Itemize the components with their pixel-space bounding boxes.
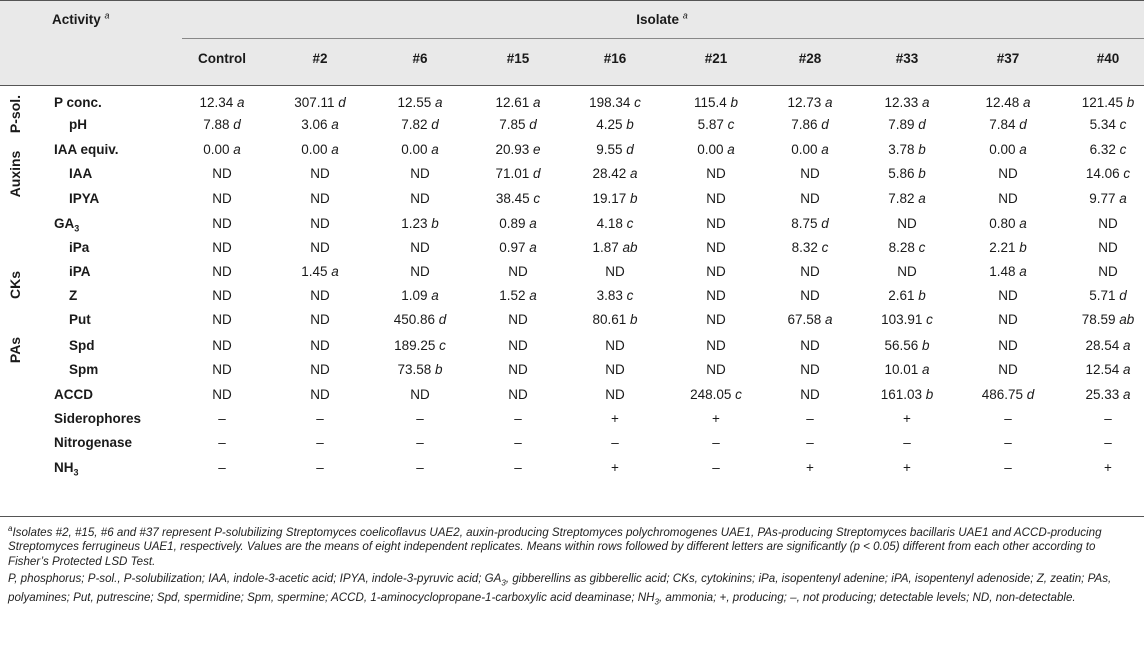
table-cell: 2.61 b xyxy=(888,288,926,303)
significance-letter: a xyxy=(1019,142,1027,157)
table-cell: 7.84 d xyxy=(989,117,1027,132)
isolate-header: Isolate $^a$ xyxy=(636,10,688,27)
row-group-label: PAs xyxy=(7,336,23,364)
table-cell: – xyxy=(416,435,424,450)
row-label: P conc. xyxy=(54,95,102,110)
significance-letter: e xyxy=(533,142,541,157)
table-cell: 3.83 c xyxy=(596,288,634,303)
table-cell: – xyxy=(416,411,424,426)
column-header: #16 xyxy=(603,51,627,66)
table-cell: – xyxy=(611,435,619,450)
table-cell: – xyxy=(218,435,226,450)
significance-letter: a xyxy=(529,288,537,303)
significance-letter: a xyxy=(1123,338,1131,353)
significance-letter: c xyxy=(1119,142,1127,157)
significance-letter: a xyxy=(630,166,638,181)
significance-letter: c xyxy=(918,240,926,255)
table-cell: 8.28 c xyxy=(888,240,926,255)
column-header: Control xyxy=(198,51,246,66)
table-cell: ND xyxy=(310,312,330,327)
significance-letter: a xyxy=(825,95,833,110)
table-cell: 8.75 d xyxy=(791,216,829,231)
table-cell: 0.89 a xyxy=(499,216,537,231)
table-cell: ND xyxy=(310,362,330,377)
table-cell: 9.55 d xyxy=(596,142,634,157)
significance-letter: ab xyxy=(1119,312,1135,327)
table-cell: 5.87 c xyxy=(697,117,735,132)
table-cell: ND xyxy=(1098,216,1118,231)
table-header-band xyxy=(0,0,1144,86)
table-cell: – xyxy=(218,411,226,426)
footnote-abbreviations: P, phosphorus; P-sol., P-solubilization; IAA, indole-3-acetic acid; IPYA, indole-3-pyruvic acid; $GA_3$, gibberellins as gibberellic acid; CKs, cytokinins; iPa, isopentenyl adenine; iPA, isopentenyl adenoside; Z, zeatin; PAs, polyamines; Put, putrescine; Spd, spermidine; Spm, spermine; ACCD, 1-aminocyclopropane-1-carboxylic acid deaminase; $NH_3$, ammonia; +, producing; –, not producing; detectable levels; ND, non-detectable. xyxy=(8,571,1112,606)
table-cell: 0.00 a xyxy=(791,142,829,157)
activity-header: Activity $^a$ xyxy=(52,10,110,27)
significance-letter: a xyxy=(825,312,833,327)
table-cell: 6.32 c xyxy=(1089,142,1127,157)
table-cell: ND xyxy=(706,191,726,206)
table-cell: 12.73 a xyxy=(787,95,833,110)
table-cell: ND xyxy=(998,362,1018,377)
table-cell: – xyxy=(316,411,324,426)
table-cell: ND xyxy=(1098,240,1118,255)
table-cell: 161.03 b xyxy=(880,387,934,402)
table-cell: – xyxy=(416,460,424,475)
significance-letter: b xyxy=(431,216,439,231)
significance-letter: a xyxy=(435,95,443,110)
table-cell: ND xyxy=(310,288,330,303)
table-cell: – xyxy=(514,435,522,450)
significance-letter: a xyxy=(529,216,537,231)
table-cell: ND xyxy=(212,240,232,255)
table-cell: ND xyxy=(410,166,430,181)
table-cell: – xyxy=(514,411,522,426)
table-cell: – xyxy=(1104,411,1112,426)
table-cell: 20.93 e xyxy=(495,142,541,157)
row-label: IPYA xyxy=(69,191,100,206)
significance-letter: c xyxy=(439,338,446,353)
significance-letter: c xyxy=(735,387,742,402)
table-cell: ND xyxy=(212,338,232,353)
significance-letter: d xyxy=(1119,288,1127,303)
table-cell: 7.82 a xyxy=(888,191,926,206)
significance-letter: a xyxy=(1023,95,1031,110)
table-cell: ND xyxy=(998,166,1018,181)
significance-letter: b xyxy=(1019,240,1027,255)
column-header: #28 xyxy=(798,51,822,66)
significance-letter: a xyxy=(821,142,829,157)
significance-letter: c xyxy=(727,117,735,132)
significance-letter: b xyxy=(626,117,634,132)
significance-letter: a xyxy=(1119,191,1127,206)
table-cell: 7.85 d xyxy=(499,117,537,132)
table-cell: ND xyxy=(310,216,330,231)
table-cell: ND xyxy=(212,362,232,377)
table-cell: + xyxy=(611,411,619,426)
significance-letter: d xyxy=(233,117,241,132)
row-label: $GA_3$ xyxy=(54,216,80,234)
table-cell: – xyxy=(806,435,814,450)
table-bottom-rule xyxy=(0,516,1144,517)
significance-letter: b xyxy=(630,191,638,206)
significance-letter: c xyxy=(1123,166,1131,181)
significance-letter: b xyxy=(918,166,926,181)
table-cell: ND xyxy=(508,312,528,327)
table-cell: ND xyxy=(310,166,330,181)
table-cell: 12.34 a xyxy=(199,95,245,110)
column-header: #37 xyxy=(996,51,1020,66)
table-cell: 0.00 a xyxy=(401,142,439,157)
table-cell: – xyxy=(903,435,911,450)
table-cell: ND xyxy=(410,191,430,206)
table-cell: 71.01 d xyxy=(495,166,541,181)
table-cell: ND xyxy=(212,288,232,303)
significance-letter: d xyxy=(533,166,541,181)
table-cell: 38.45 c xyxy=(495,191,541,206)
column-header: #15 xyxy=(506,51,530,66)
table-cell: ND xyxy=(410,264,430,279)
table-cell: + xyxy=(806,460,814,475)
significance-letter: a xyxy=(331,264,339,279)
row-label: $NH_3$ xyxy=(54,460,79,478)
significance-letter: b xyxy=(435,362,443,377)
table-cell: ND xyxy=(605,338,625,353)
significance-letter: ab xyxy=(622,240,638,255)
table-cell: 0.97 a xyxy=(499,240,537,255)
table-cell: + xyxy=(903,460,911,475)
significance-letter: d xyxy=(431,117,439,132)
table-cell: – xyxy=(806,411,814,426)
significance-letter: c xyxy=(634,95,641,110)
significance-letter: a xyxy=(727,142,735,157)
significance-letter: d xyxy=(918,117,926,132)
table-cell: ND xyxy=(212,387,232,402)
table-cell: 121.45 b xyxy=(1081,95,1135,110)
table-cell: 189.25 c xyxy=(394,338,446,353)
table-cell: 1.87 ab xyxy=(592,240,638,255)
significance-letter: a xyxy=(331,117,339,132)
significance-letter: a xyxy=(1019,216,1027,231)
table-cell: + xyxy=(712,411,720,426)
table-cell: 115.4 b xyxy=(693,95,739,110)
table-cell: ND xyxy=(508,387,528,402)
isolate-header-rule xyxy=(182,38,1144,39)
table-cell: ND xyxy=(508,338,528,353)
significance-letter: c xyxy=(821,240,829,255)
table-cell: 3.06 a xyxy=(301,117,339,132)
table-cell: 7.88 d xyxy=(203,117,241,132)
table-cell: 10.01 a xyxy=(884,362,930,377)
table-cell: 3.78 b xyxy=(888,142,926,157)
table-cell: ND xyxy=(706,216,726,231)
row-label: ACCD xyxy=(54,387,93,402)
significance-letter: d xyxy=(821,216,829,231)
table-cell: ND xyxy=(1098,264,1118,279)
significance-letter: b xyxy=(630,312,638,327)
significance-letter: a xyxy=(1019,264,1027,279)
table-cell: ND xyxy=(212,191,232,206)
table-cell: ND xyxy=(212,312,232,327)
table-cell: ND xyxy=(998,191,1018,206)
table-cell: 8.32 c xyxy=(791,240,829,255)
row-group-label: CKs xyxy=(7,270,23,300)
table-cell: 78.59 ab xyxy=(1081,312,1135,327)
significance-letter: a xyxy=(431,288,439,303)
table-cell: 12.48 a xyxy=(985,95,1031,110)
table-cell: ND xyxy=(706,264,726,279)
table-cell: 1.09 a xyxy=(401,288,439,303)
table-cell: 248.05 c xyxy=(690,387,742,402)
significance-letter: d xyxy=(1026,387,1035,402)
column-header: #33 xyxy=(895,51,919,66)
significance-letter: c xyxy=(626,216,634,231)
table-cell: ND xyxy=(508,264,528,279)
table-cell: 14.06 c xyxy=(1085,166,1131,181)
table-cell: 7.86 d xyxy=(791,117,829,132)
table-cell: 5.86 b xyxy=(888,166,926,181)
row-label: Put xyxy=(69,312,91,327)
table-cell: 19.17 b xyxy=(592,191,638,206)
table-cell: 0.80 a xyxy=(989,216,1027,231)
table-cell: ND xyxy=(212,264,232,279)
table-cell: 56.56 b xyxy=(884,338,930,353)
row-label: pH xyxy=(69,117,87,132)
table-cell: 28.42 a xyxy=(592,166,638,181)
table-cell: 67.58 a xyxy=(787,312,833,327)
significance-letter: a xyxy=(1123,362,1131,377)
table-cell: + xyxy=(903,411,911,426)
table-footnotes xyxy=(8,522,1136,611)
significance-letter: c xyxy=(1119,117,1127,132)
row-label: Siderophores xyxy=(54,411,142,426)
significance-letter: b xyxy=(918,288,926,303)
table-cell: ND xyxy=(310,240,330,255)
table-cell: ND xyxy=(800,264,820,279)
table-cell: 1.52 a xyxy=(499,288,537,303)
row-group-label: P-sol. xyxy=(7,94,23,134)
table-cell: ND xyxy=(706,240,726,255)
row-label: Spd xyxy=(69,338,95,353)
table-cell: 1.23 b xyxy=(401,216,439,231)
significance-letter: c xyxy=(926,312,933,327)
table-cell: ND xyxy=(800,288,820,303)
significance-letter: b xyxy=(730,95,739,110)
table-cell: ND xyxy=(706,288,726,303)
significance-letter: b xyxy=(918,142,926,157)
significance-letter: a xyxy=(331,142,339,157)
table-cell: 0.00 a xyxy=(301,142,339,157)
table-cell: ND xyxy=(897,264,917,279)
table-cell: – xyxy=(1104,435,1112,450)
table-cell: ND xyxy=(310,191,330,206)
row-label: Nitrogenase xyxy=(54,435,133,450)
table-cell: ND xyxy=(212,216,232,231)
table-cell: 1.45 a xyxy=(301,264,339,279)
table-cell: ND xyxy=(800,362,820,377)
row-group-label: Auxins xyxy=(7,150,23,198)
table-cell: 4.18 c xyxy=(596,216,634,231)
table-cell: – xyxy=(1004,435,1012,450)
row-label: Z xyxy=(69,288,78,303)
table-cell: 103.91 c xyxy=(881,312,933,327)
table-cell: 28.54 a xyxy=(1085,338,1131,353)
table-cell: ND xyxy=(800,387,820,402)
table-cell: ND xyxy=(605,264,625,279)
row-label: iPA xyxy=(69,264,91,279)
table-cell: 5.34 c xyxy=(1089,117,1127,132)
table-cell: ND xyxy=(800,166,820,181)
significance-letter: a xyxy=(922,95,930,110)
significance-letter: a xyxy=(533,95,541,110)
table-cell: ND xyxy=(605,387,625,402)
significance-letter: b xyxy=(1126,95,1135,110)
table-cell: ND xyxy=(998,288,1018,303)
column-header: #21 xyxy=(704,51,728,66)
table-cell: 0.00 a xyxy=(203,142,241,157)
table-cell: ND xyxy=(508,362,528,377)
table-cell: 80.61 b xyxy=(592,312,638,327)
table-cell: 307.11 d xyxy=(294,95,346,110)
table-cell: ND xyxy=(706,312,726,327)
table-cell: ND xyxy=(605,362,625,377)
significance-letter: b xyxy=(925,387,934,402)
significance-letter: d xyxy=(529,117,537,132)
table-cell: ND xyxy=(410,240,430,255)
table-cell: + xyxy=(611,460,619,475)
table-cell: ND xyxy=(706,338,726,353)
table-cell: – xyxy=(712,435,720,450)
row-label: Spm xyxy=(69,362,99,377)
table-cell: – xyxy=(514,460,522,475)
table-cell: ND xyxy=(706,166,726,181)
column-header: #40 xyxy=(1096,51,1120,66)
row-label: IAA equiv. xyxy=(54,142,119,157)
table-cell: – xyxy=(316,460,324,475)
significance-letter: d xyxy=(438,312,447,327)
significance-letter: a xyxy=(237,95,245,110)
significance-letter: a xyxy=(233,142,241,157)
significance-letter: d xyxy=(338,95,346,110)
table-cell: + xyxy=(1104,460,1112,475)
table-cell: ND xyxy=(706,362,726,377)
table-cell: 9.77 a xyxy=(1089,191,1127,206)
significance-letter: a xyxy=(922,362,930,377)
table-cell: 1.48 a xyxy=(989,264,1027,279)
table-cell: 4.25 b xyxy=(596,117,634,132)
significance-letter: a xyxy=(431,142,439,157)
significance-letter: d xyxy=(821,117,829,132)
table-cell: 12.33 a xyxy=(884,95,930,110)
footnote-a: $^a$Isolates #2, #15, #6 and #37 represent P-solubilizing Streptomyces coelicoflavus UAE2, auxin-producing Streptomyces polychromogenes UAE1, PAs-producing Streptomyces bacillaris UAE1 and ACCD-producing Streptomyces ferrugineus UAE1, respectively. Values are the means of eight independent replicates. Means within rows followed by different letters are significantly (p < 0.05) different from each other according to Fisher’s Protected LSD Test. xyxy=(8,524,1102,569)
table-cell: – xyxy=(316,435,324,450)
table-cell: 5.71 d xyxy=(1089,288,1127,303)
table-cell: 0.00 a xyxy=(989,142,1027,157)
row-label: iPa xyxy=(69,240,90,255)
significance-letter: c xyxy=(533,191,541,206)
table-cell: – xyxy=(1004,411,1012,426)
significance-letter: a xyxy=(1123,387,1131,402)
significance-letter: a xyxy=(529,240,537,255)
table-cell: – xyxy=(712,460,720,475)
table-cell: ND xyxy=(897,216,917,231)
table-cell: 73.58 b xyxy=(397,362,443,377)
table-cell: ND xyxy=(310,387,330,402)
table-cell: ND xyxy=(310,338,330,353)
table-cell: 198.34 c xyxy=(589,95,641,110)
table-cell: 12.55 a xyxy=(397,95,443,110)
table-cell: 450.86 d xyxy=(393,312,447,327)
table-cell: 486.75 d xyxy=(981,387,1035,402)
significance-letter: d xyxy=(1019,117,1027,132)
table-cell: 12.54 a xyxy=(1085,362,1131,377)
table-cell: 0.00 a xyxy=(697,142,735,157)
significance-letter: a xyxy=(918,191,926,206)
column-header: #6 xyxy=(412,51,428,66)
table-cell: 7.82 d xyxy=(401,117,439,132)
table-cell: ND xyxy=(800,191,820,206)
table-cell: 25.33 a xyxy=(1085,387,1131,402)
table-cell: ND xyxy=(212,166,232,181)
significance-letter: c xyxy=(626,288,634,303)
table-cell: ND xyxy=(800,338,820,353)
table-cell: ND xyxy=(410,387,430,402)
table-cell: – xyxy=(1004,460,1012,475)
table-cell: 12.61 a xyxy=(495,95,541,110)
table-cell: 7.89 d xyxy=(888,117,926,132)
row-label: IAA xyxy=(69,166,93,181)
significance-letter: b xyxy=(922,338,930,353)
table-cell: – xyxy=(218,460,226,475)
table-cell: ND xyxy=(998,338,1018,353)
table-cell: 2.21 b xyxy=(989,240,1027,255)
significance-letter: d xyxy=(626,142,634,157)
table-cell: ND xyxy=(998,312,1018,327)
column-header: #2 xyxy=(312,51,328,66)
